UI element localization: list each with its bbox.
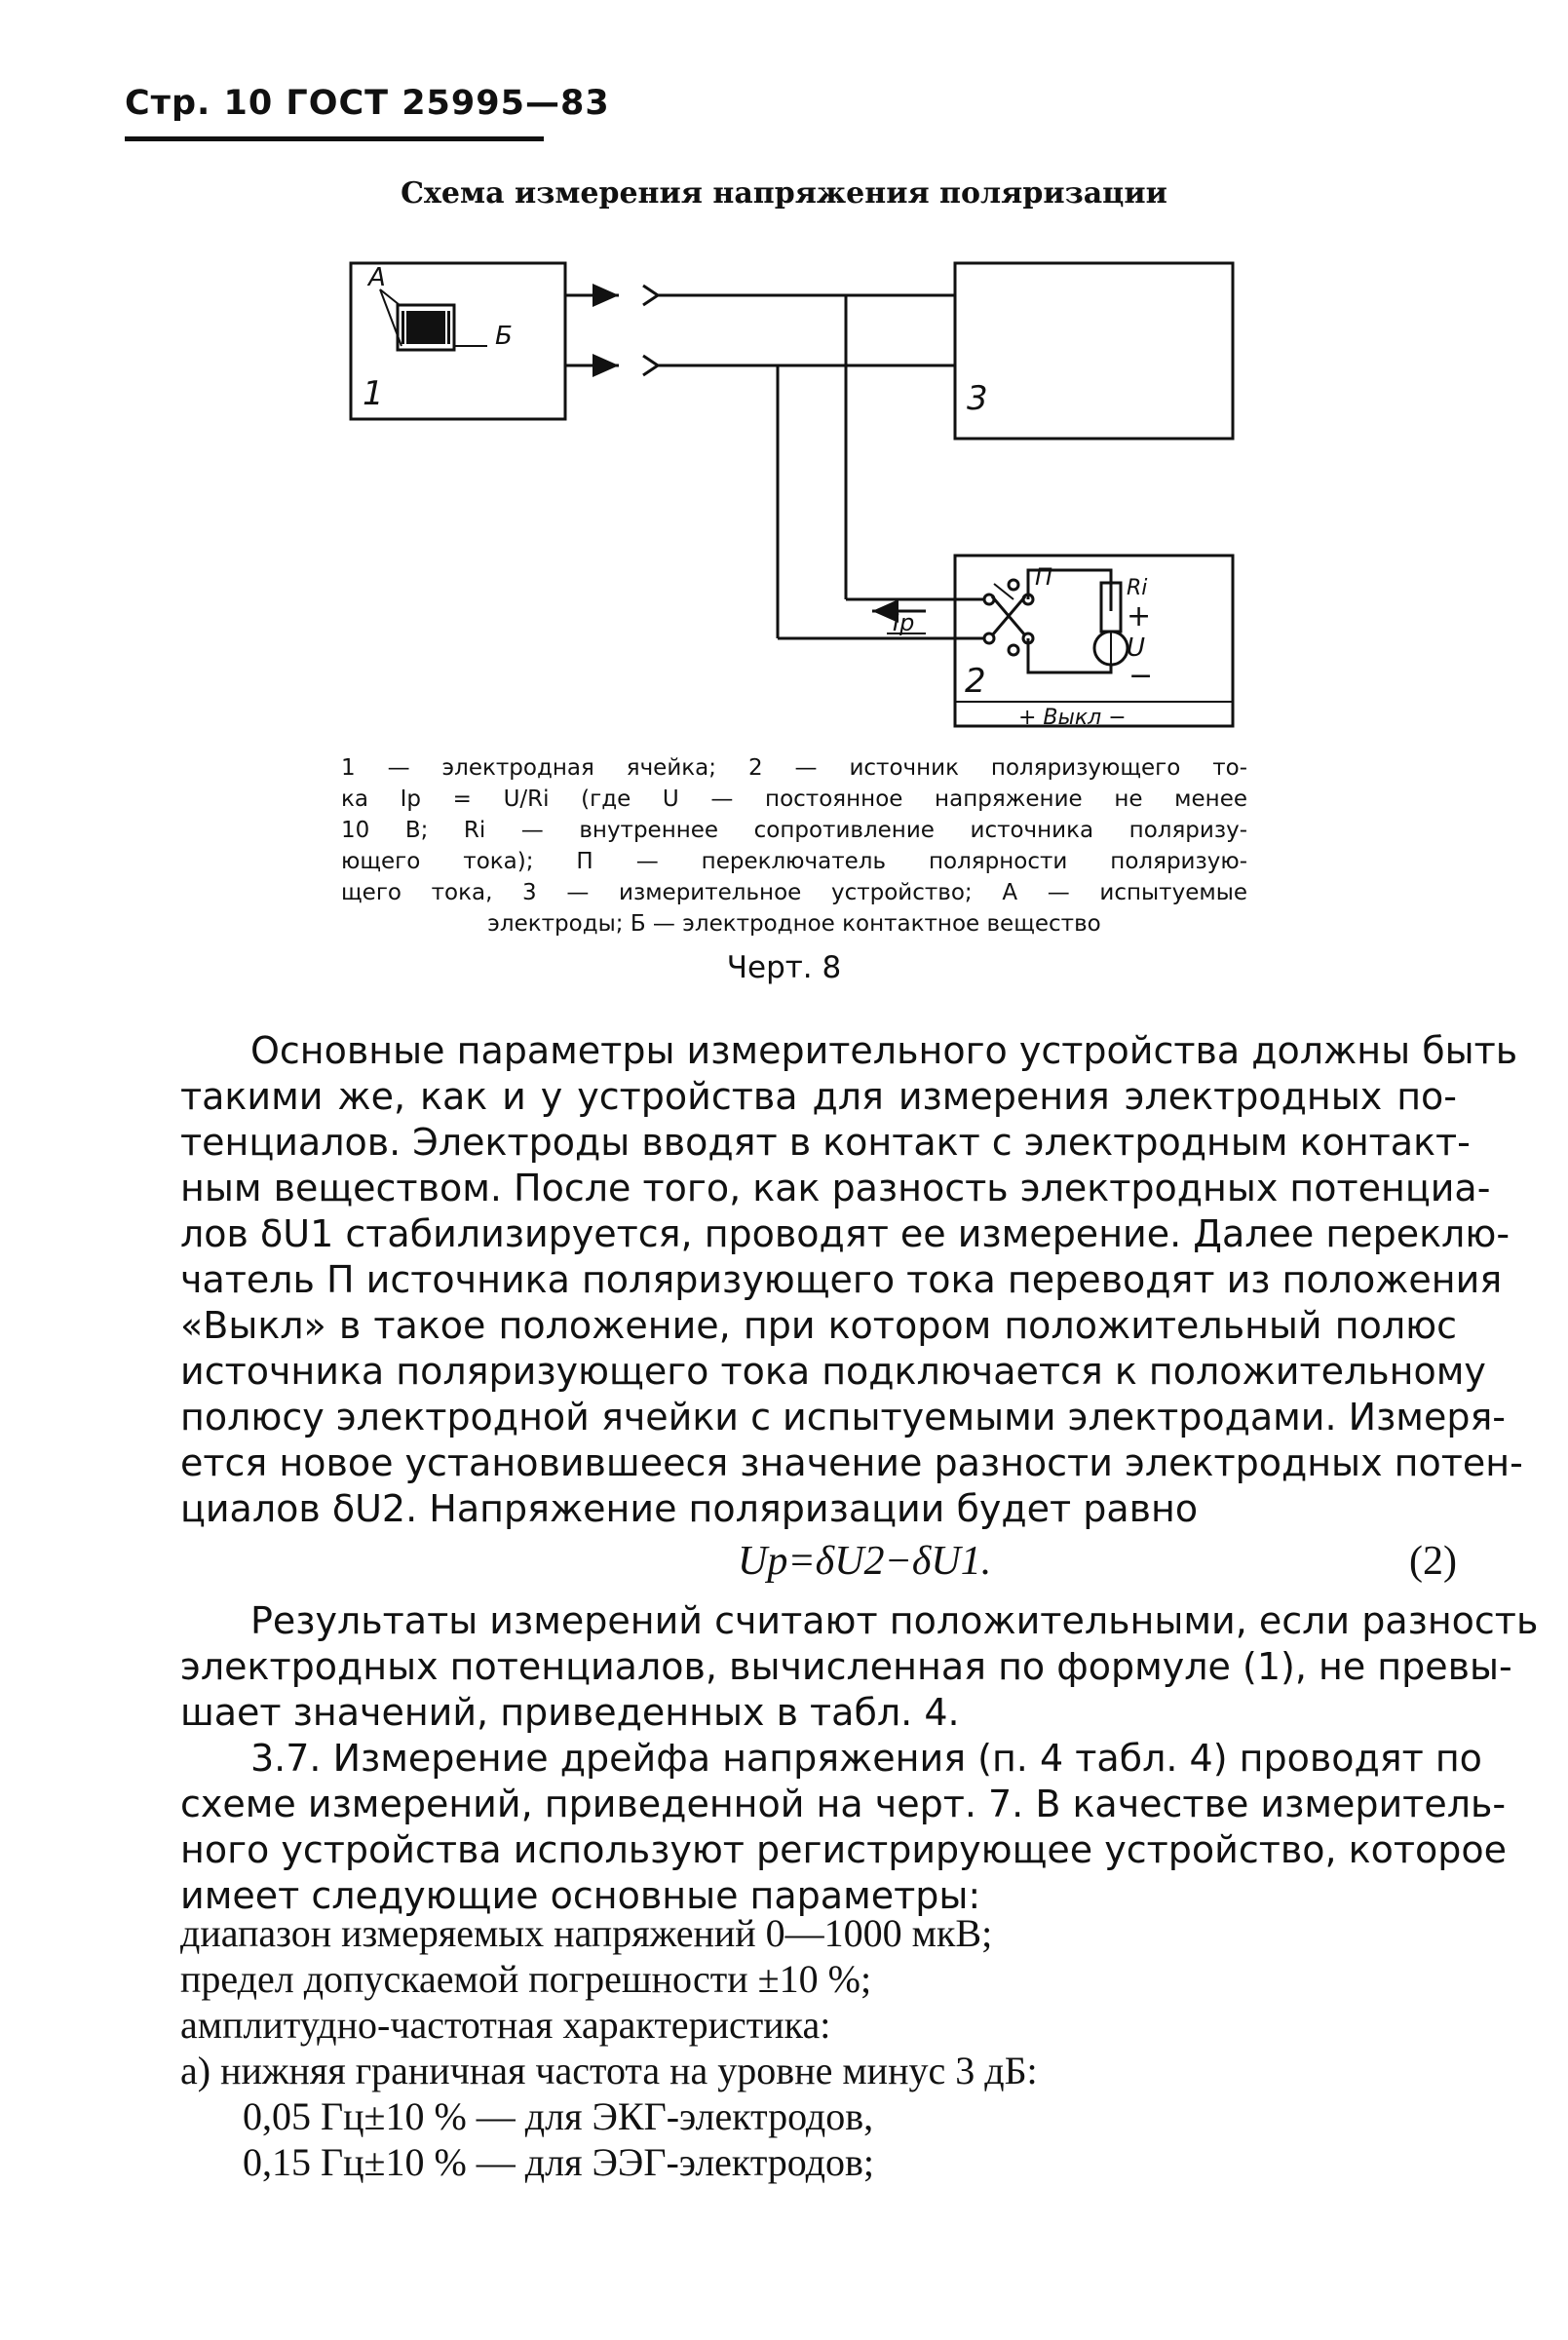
figure-title: Схема измерения напряжения поляризации: [401, 176, 1167, 211]
polarization-formula: Up=δU2−δU1.: [738, 1539, 992, 1584]
header-rule: [125, 136, 544, 141]
text-line: шает значений, приведенных в табл. 4.: [180, 1691, 960, 1734]
caption-line: щего тока, 3 — измерительное устройство; А — испытуемые: [341, 880, 1247, 905]
text-line: схеме измерений, приведенной на черт. 7. В качестве измеритель-: [180, 1783, 1507, 1825]
text-line: электродных потенциалов, вычисленная по формуле (1), не превы-: [180, 1645, 1512, 1688]
text-line: тенциалов. Электроды вводят в контакт с электродным контакт-: [180, 1121, 1471, 1164]
paragraph-2-3: [180, 1598, 1539, 1919]
text-line: лов δU1 стабилизируется, проводят ее измерение. Далее переклю-: [180, 1212, 1511, 1255]
label-3: 3: [967, 379, 988, 418]
label-switch: П: [1035, 563, 1053, 591]
label-switch-positions: + Выкл −: [1018, 706, 1127, 730]
text-line: Основные параметры измерительного устройства должны быть: [250, 1029, 1518, 1072]
text-line: циалов δU2. Напряжение поляризации будет равно: [180, 1487, 1199, 1530]
list-item: амплитудно-частотная характеристика:: [180, 2003, 831, 2047]
text-line: ного устройства используют регистрирующее устройство, которое: [180, 1828, 1508, 1871]
list-item: предел допускаемой погрешности ±10 %;: [180, 1957, 872, 2001]
label-plus: +: [1127, 599, 1152, 633]
list-subitem: 0,15 Гц±10 % — для ЭЭГ-электродов;: [243, 2140, 875, 2184]
figure-number: Черт. 8: [726, 950, 842, 985]
measuring-device-box: [955, 263, 1233, 439]
caption-line: 1 — электродная ячейка; 2 — источник поляризующего то-: [341, 755, 1247, 781]
text-line: «Выкл» в такое положение, при котором положительный полюс: [180, 1304, 1457, 1347]
text-line: 3.7. Измерение дрейфа напряжения (п. 4 табл. 4) проводят по: [250, 1737, 1482, 1780]
caption-line: 10 В; Ri — внутреннее сопротивление источника поляризу-: [341, 818, 1247, 843]
text-line: имеет следующие основные параметры:: [180, 1874, 981, 1917]
label-1: 1: [363, 374, 384, 413]
label-ri: Ri: [1127, 576, 1148, 600]
formula-number: (2): [1409, 1539, 1457, 1584]
text-line: такими же, как и у устройства для измерения электродных по-: [180, 1075, 1457, 1118]
text-line: ется новое установившееся значение разности электродных потен-: [180, 1441, 1523, 1484]
text-line: источника поляризующего тока подключается к положительному: [180, 1350, 1486, 1393]
parameter-list: [180, 1910, 1457, 2185]
list-item: а) нижняя граничная частота на уровне минус 3 дБ:: [180, 2049, 1038, 2092]
paragraph-1: [180, 1028, 1523, 1532]
label-ip: Ip: [893, 609, 915, 636]
label-a: А: [368, 263, 386, 292]
caption-line: ющего тока); П — переключатель полярности поляризую-: [341, 849, 1247, 874]
formula-row: [180, 1538, 1457, 1592]
label-2: 2: [965, 662, 986, 701]
polarization-circuit-diagram: [341, 249, 1247, 736]
current-source-box: [955, 556, 1233, 726]
caption-line: ка Ip = U/Ri (где U — постоянное напряжение не менее: [341, 786, 1247, 812]
label-minus: −: [1128, 659, 1154, 693]
text-line: ным веществом. После того, как разность электродных потенциа-: [180, 1167, 1491, 1209]
list-subitem: 0,05 Гц±10 % — для ЭКГ-электродов,: [243, 2094, 874, 2138]
caption-line: электроды; Б — электродное контактное вещество: [487, 911, 1101, 937]
label-b: Б: [495, 322, 513, 351]
text-line: Результаты измерений считают положительными, если разность: [250, 1599, 1539, 1642]
list-item: диапазон измеряемых напряжений 0—1000 мкВ;: [180, 1911, 993, 1955]
page-header: Стр. 10 ГОСТ 25995—83: [125, 84, 610, 123]
figure-caption: [341, 752, 1247, 940]
text-line: полюсу электродной ячейки с испытуемыми электродами. Измеря-: [180, 1396, 1507, 1439]
label-u: U: [1127, 633, 1146, 663]
text-line: чатель П источника поляризующего тока переводят из положения: [180, 1258, 1503, 1301]
